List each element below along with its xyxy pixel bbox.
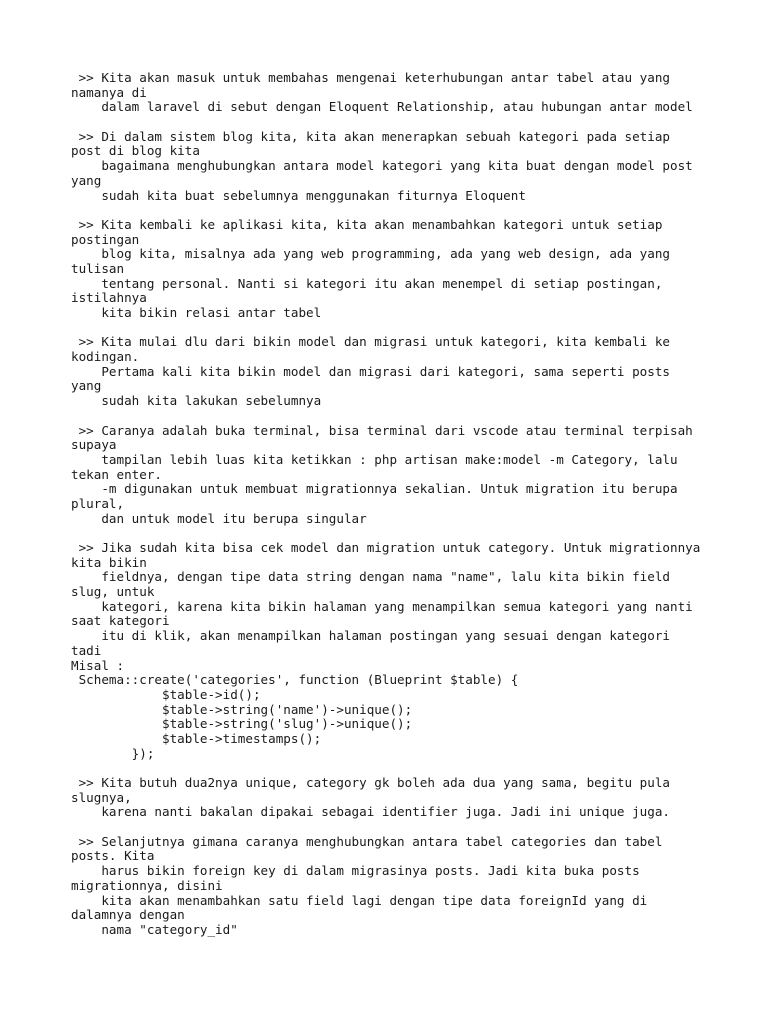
text-line: fieldnya, dengan tipe data string dengan nama "name", lalu kita bikin field — [71, 569, 670, 585]
text-line: tadi — [71, 642, 102, 658]
text-line: post di blog kita — [71, 143, 200, 159]
text-line: karena nanti bakalan dipakai sebagai identifier juga. Jadi ini unique juga. — [71, 804, 670, 820]
text-line: $table->timestamps(); — [71, 730, 322, 746]
text-line: plural, — [71, 495, 125, 511]
text-line: kodingan. — [71, 349, 140, 365]
text-line: blog kita, misalnya ada yang web programming, ada yang web design, ada yang — [71, 246, 670, 262]
text-line: tampilan lebih luas kita ketikkan : php artisan make:model -m Category, lalu — [71, 451, 678, 467]
text-line: >> Di dalam sistem blog kita, kita akan menerapkan sebuah kategori pada setiap — [71, 128, 670, 144]
text-line: >> Selanjutnya gimana caranya menghubungkan antara tabel categories dan tabel — [71, 833, 663, 849]
blank-line — [71, 115, 711, 130]
text-line: posts. Kita — [71, 848, 155, 864]
text-line: saat kategori — [71, 613, 170, 629]
text-line: $table->string('slug')->unique(); — [71, 716, 413, 732]
text-line: dalam laravel di sebut dengan Eloquent Relationship, atau hubungan antar model — [71, 99, 693, 115]
text-line: harus bikin foreign key di dalam migrasinya posts. Jadi kita buka posts — [71, 863, 640, 879]
text-line: postingan — [71, 231, 140, 247]
text-line: yang — [71, 172, 102, 188]
text-line: bagaimana menghubungkan antara model kategori yang kita buat dengan model post — [71, 158, 693, 174]
text-line: >> Kita butuh dua2nya unique, category gk boleh ada dua yang sama, begitu pula — [71, 775, 670, 790]
text-line: >> Jika sudah kita bisa cek model dan migration untuk category. Untuk migrationnya — [71, 540, 701, 555]
text-line: nama "category_id" — [71, 921, 238, 937]
text-line: migrationnya, disini — [71, 877, 223, 893]
text-line: tekan enter. — [71, 466, 162, 482]
text-line: tulisan — [71, 260, 125, 276]
text-line: >> Caranya adalah buka terminal, bisa terminal dari vscode atau terminal terpisah — [71, 422, 693, 438]
blank-line — [71, 409, 711, 424]
text-line: tentang personal. Nanti si kategori itu akan menempel di setiap postingan, — [71, 275, 663, 291]
text-line: dan untuk model itu berupa singular — [71, 510, 367, 526]
text-line: Schema::create('categories', function (Blueprint $table) { — [71, 672, 519, 688]
text-line: kita bikin — [71, 554, 147, 570]
text-line: kategori, karena kita bikin halaman yang menampilkan semua kategori yang nanti — [71, 598, 693, 614]
text-line: slug, untuk — [71, 584, 155, 600]
text-line: >> Kita kembali ke aplikasi kita, kita akan menambahkan kategori untuk setiap — [71, 216, 663, 232]
text-line: $table->string('name')->unique(); — [71, 701, 413, 717]
text-line: sudah kita lakukan sebelumnya — [71, 393, 322, 409]
text-line: kita bikin relasi antar tabel — [71, 305, 322, 320]
text-line: Misal : — [71, 657, 125, 673]
text-line: istilahnya — [71, 290, 147, 306]
text-line: Pertama kali kita bikin model dan migrasi dari kategori, sama seperti posts — [71, 363, 670, 379]
text-line: sudah kita buat sebelumnya menggunakan fiturnya Eloquent — [71, 187, 526, 203]
document-body — [71, 71, 711, 938]
text-line: >> Kita mulai dlu dari bikin model dan migrasi untuk kategori, kita kembali ke — [71, 334, 670, 350]
text-line: itu di klik, akan menampilkan halaman postingan yang sesuai dengan kategori — [71, 628, 670, 644]
text-line: $table->id(); — [71, 686, 261, 702]
text-line: yang — [71, 378, 102, 394]
text-line: dalamnya dengan — [71, 907, 185, 923]
text-line: kita akan menambahkan satu field lagi dengan tipe data foreignId yang di — [71, 892, 648, 908]
text-line: namanya di — [71, 84, 147, 100]
text-line: >> Kita akan masuk untuk membahas mengenai keterhubungan antar tabel atau yang — [71, 70, 670, 85]
blank-line — [71, 321, 711, 336]
blank-line — [71, 526, 711, 541]
blank-line — [71, 820, 711, 835]
text-line: }); — [71, 745, 155, 761]
text-line: supaya — [71, 437, 117, 453]
text-line: slugnya, — [71, 789, 132, 805]
blank-line — [71, 203, 711, 218]
text-line: -m digunakan untuk membuat migrationnya sekalian. Untuk migration itu berupa — [71, 481, 678, 497]
blank-line — [71, 761, 711, 776]
